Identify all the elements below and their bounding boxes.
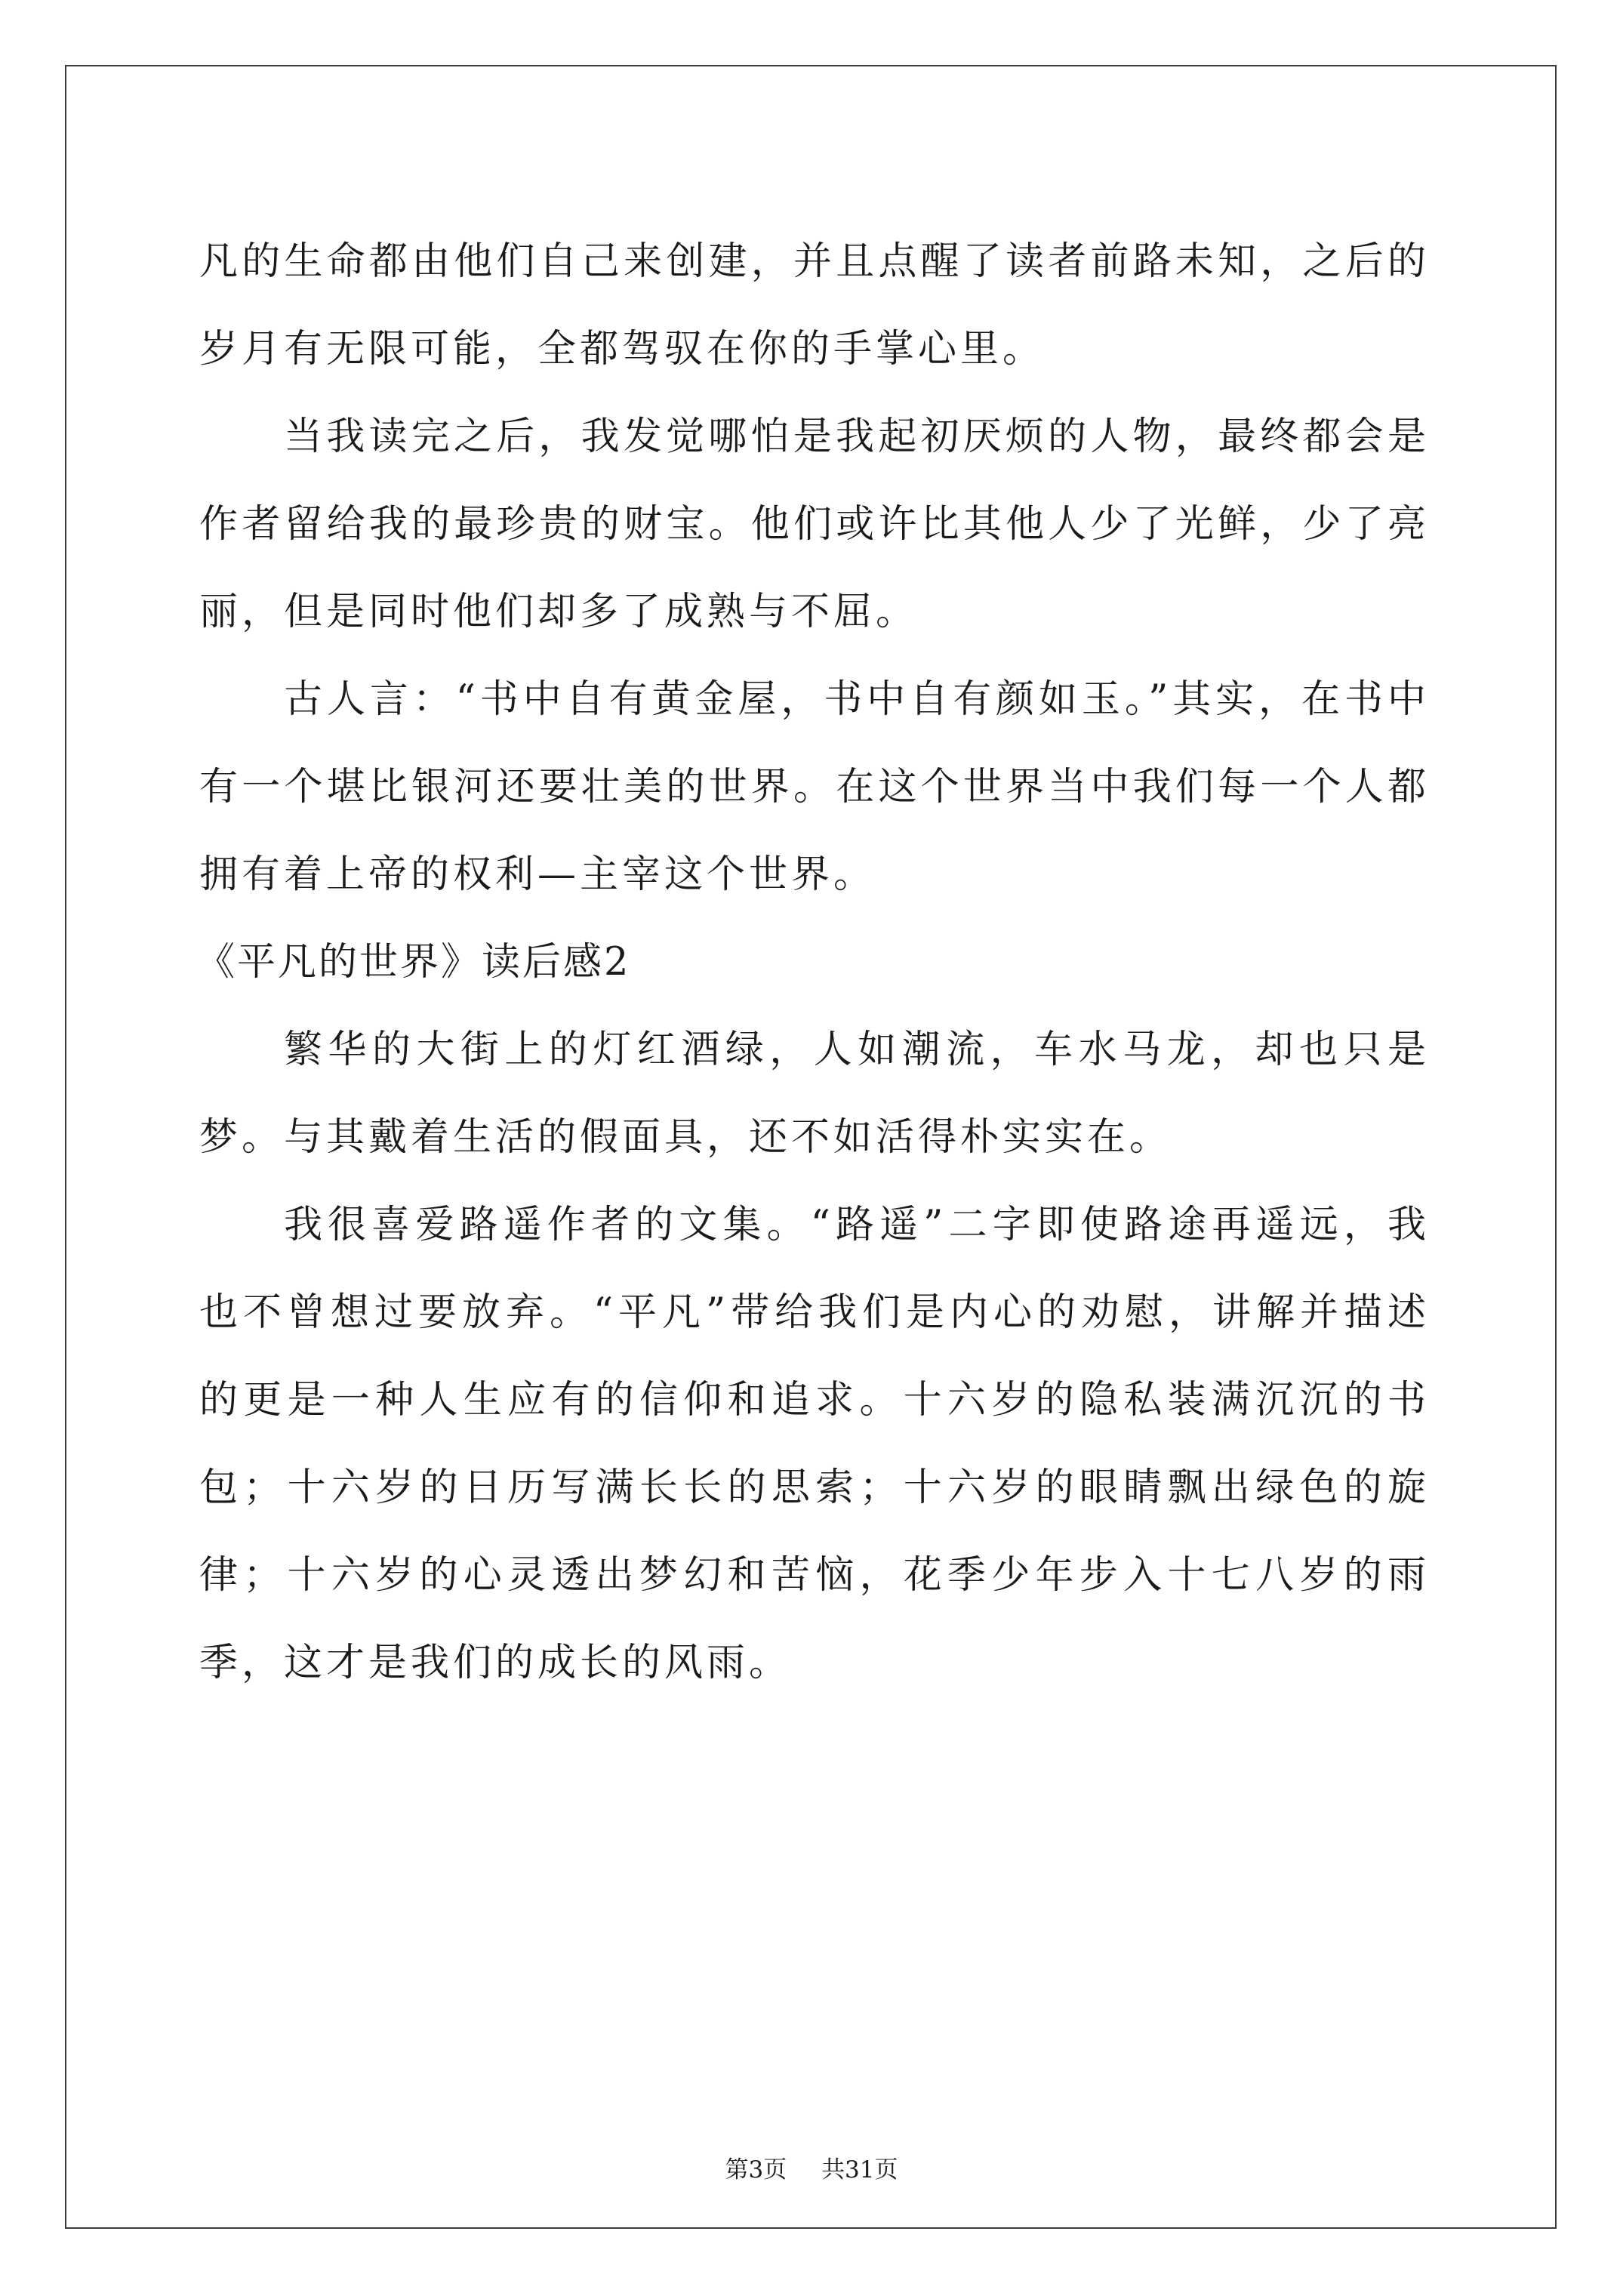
paragraph: 古人言：“书中自有黄金屋，书中自有颜如玉。”其实，在书中有一个堪比银河还要壮美的世界。在这个世界当中我们每一个人都拥有着上帝的权利—主宰这个世界。 xyxy=(199,677,1430,897)
section-title: 《平凡的世界》读后感2 xyxy=(196,940,631,985)
page-number: 第3页 xyxy=(725,2156,787,2184)
paragraph-continuation: 凡的生命都由他们自己来创建，并且点醒了读者前路未知，之后的岁月有无限可能，全都驾驭在你的手掌心里。 xyxy=(199,239,1430,371)
paragraph: 繁华的大街上的灯红酒绿，人如潮流，车水马龙，却也只是梦。与其戴着生活的假面具，还不如活得朴实实在。 xyxy=(199,1028,1430,1160)
page-total: 共31页 xyxy=(821,2156,898,2184)
paragraph: 我很喜爱路遥作者的文集。“路遥”二字即使路途再遥远，我也不曾想过要放弃。“平凡”带给我们是内心的劝慰，讲解并描述的更是一种人生应有的信仰和追求。十六岁的隐私装满沉沉的书包；十六岁的日历写满长长的思索；十六岁的眼睛飘出绿色的旋律；十六岁的心灵透出梦幻和苦恼，花季少年步入十七八岁的雨季，这才是我们的成长的风雨。 xyxy=(199,1203,1430,1685)
paragraph: 当我读完之后，我发觉哪怕是我起初厌烦的人物，最终都会是作者留给我的最珍贵的财宝。他们或许比其他人少了光鲜，少了亮丽，但是同时他们却多了成熟与不屈。 xyxy=(199,415,1430,634)
page-footer xyxy=(0,2150,1623,2184)
document-body xyxy=(196,218,1430,1707)
